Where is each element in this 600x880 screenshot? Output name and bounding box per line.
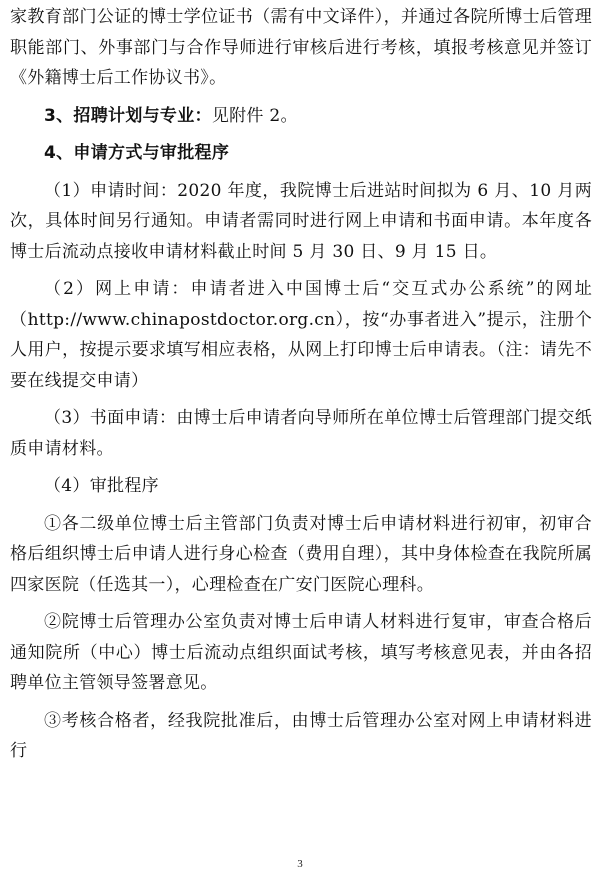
paragraph-approval-step-2: ②院博士后管理办公室负责对博士后申请人材料进行复审，审查合格后通知院所（中心）博士后流动点组织面试考核，填写考核意见表，并由各招聘单位主管领导签署意见。 [10, 612, 592, 693]
heading-recruitment-plan: 3、招聘计划与专业： [44, 105, 212, 126]
paragraph-approval-step-3: ③考核合格者，经我院批准后，由博士后管理办公室对网上申请材料进行 [10, 710, 592, 761]
paragraph-written-application: （3）书面申请：由博士后申请者向导师所在单位博士后管理部门提交纸质申请材料。 [10, 408, 592, 459]
paragraph-approval-step-1: ①各二级单位博士后主管部门负责对博士后申请材料进行初审，初审合格后组织博士后申请人进行身心检查（费用自理），其中身体检查在我院所属四家医院（任选其一），心理检查在广安门医院心理科。 [10, 513, 592, 595]
paragraph-application-time: （1）申请时间：2020 年度，我院博士后进站时间拟为 6 月、10 月两次，具体时间另行通知。申请者需同时进行网上申请和书面申请。本年度各博士后流动点接收申请材料截止时间 5 月 30 日、9 月 15 日。 [10, 180, 592, 262]
recruitment-plan-text: 见附件 2。 [211, 105, 298, 126]
paragraph-continued-requirements: 家教育部门公证的博士学位证书（需有中文译件），并通过各院所博士后管理职能部门、外事部门与合作导师进行审核后进行考核，填报考核意见并签订《外籍博士后工作协议书》。 [10, 7, 592, 88]
paragraph-recruitment-plan [10, 101, 592, 132]
page-number: 3 [297, 858, 303, 870]
heading-application-process: 4、申请方式与审批程序 [44, 143, 230, 163]
document-body [10, 2, 592, 767]
paragraph-approval-procedure-title: （4）审批程序 [44, 476, 159, 496]
paragraph-online-application: （2）网上申请：申请者进入中国博士后“交互式办公系统”的网址（http://www.chinapostdoctor.org.cn），按“办事者进入”提示，注册个人用户，按提示要求填写相应表格，从网上打印博士后申请表。（注：请先不要在线提交申请） [10, 279, 592, 391]
